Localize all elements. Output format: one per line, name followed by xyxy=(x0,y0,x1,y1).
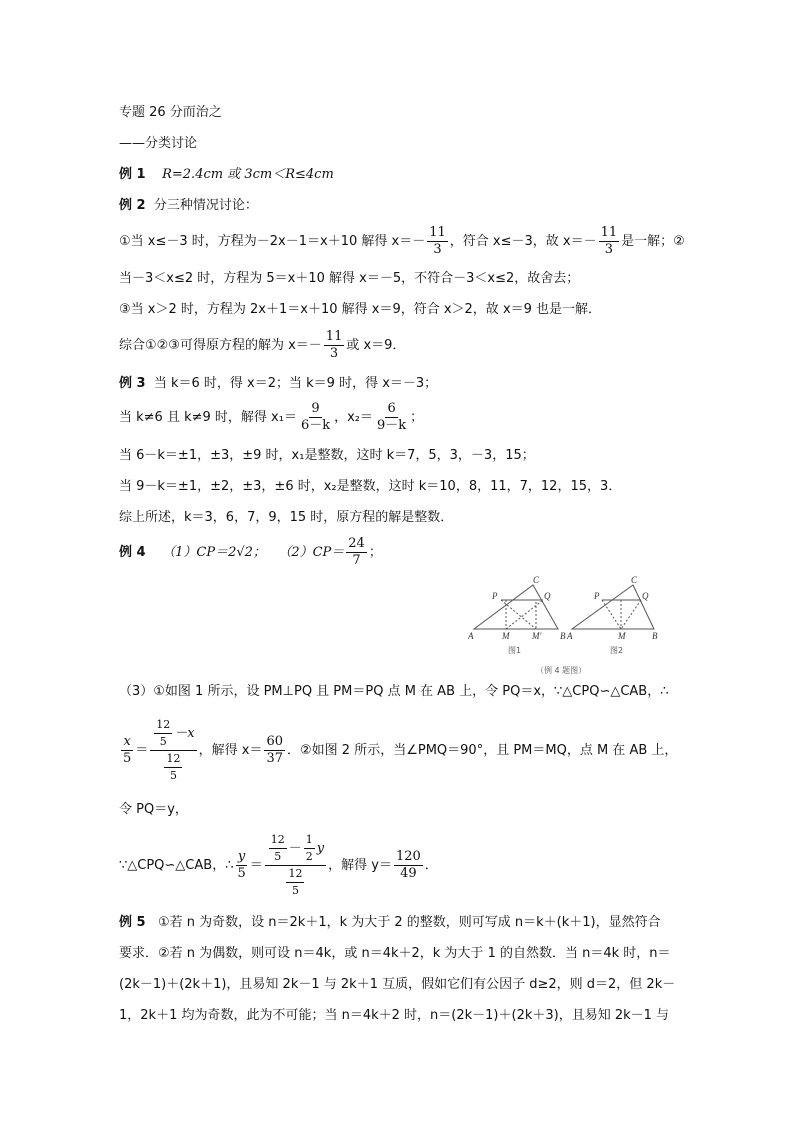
fraction xyxy=(375,401,408,434)
segment-pm-2 xyxy=(602,600,621,629)
fraction xyxy=(324,329,345,362)
ex4-part-1: （1）CP＝2√2； xyxy=(162,545,266,560)
ex1-label: 例 1 xyxy=(119,167,146,182)
denominator: 37 xyxy=(266,751,284,766)
ex1-answer: R=2.4cm 或 3cm＜R≤4cm xyxy=(162,167,334,182)
ex2-text: ，符合 x≤－3，故 x＝－ xyxy=(449,234,597,249)
denominator xyxy=(160,751,186,784)
numerator: 11 xyxy=(429,225,446,240)
label-a-2: A xyxy=(567,631,573,641)
label-m-1: M xyxy=(502,631,510,641)
numerator: 9 xyxy=(311,401,320,416)
variable-y: y xyxy=(316,841,325,856)
label-a-1: A xyxy=(468,631,474,641)
denominator: 5 xyxy=(123,751,132,766)
ex2-line-1 xyxy=(119,222,685,262)
denominator: 3 xyxy=(604,242,613,257)
denominator: 5 xyxy=(169,769,177,782)
ex5-line-4: 1，2k＋1 均为奇数，此为不可能；当 n＝4k＋2 时，n＝(2k－1)＋(2k＋3)，且易知 2k－1 与 xyxy=(119,1008,670,1023)
label-c-1: C xyxy=(533,575,540,585)
numerator: 60 xyxy=(266,734,284,749)
example-3-header xyxy=(119,375,437,393)
fraction xyxy=(235,849,247,882)
denominator: 6－k xyxy=(300,418,331,433)
ex4-text: ∵△CPQ∽△CAB，∴ xyxy=(119,858,234,873)
numerator: 11 xyxy=(325,329,343,344)
ex5-label: 例 5 xyxy=(119,915,146,930)
diagonal-2 xyxy=(506,600,543,629)
ex4-text: ．②如图 2 所示，当∠PMQ＝90°，且 PM＝MQ，点 M 在 AB 上， xyxy=(287,743,678,758)
example-4-figure xyxy=(468,573,668,681)
page-subtitle: ——分类讨论 xyxy=(119,136,198,151)
denominator: 9－k xyxy=(377,418,407,433)
fraction xyxy=(121,734,133,767)
label-b-1: B xyxy=(560,631,566,641)
numerator xyxy=(150,717,196,751)
numerator: 12 xyxy=(164,751,182,768)
ex2-label: 例 2 xyxy=(119,198,146,213)
denominator: 3 xyxy=(329,346,339,361)
denominator: 5 xyxy=(237,866,246,881)
example-4-header xyxy=(119,533,382,573)
numerator: 1 xyxy=(304,832,315,849)
numerator: 120 xyxy=(395,849,421,864)
fig-1-caption: 图1 xyxy=(508,646,522,655)
denominator: 3 xyxy=(433,242,442,257)
label-q-2: Q xyxy=(642,591,649,601)
ex4-line-2: $\frac{x}{5}$ ＝ $\frac{12}{5}$ －x $\frac{12}{5}$ ，解得 x＝ $\frac{60}{37}$ ．②如图 2 所示，当∠PMQ＝90°，且 PM＝MQ，点 M 在 AB 上， xyxy=(123,718,678,782)
example-2-header xyxy=(119,197,258,215)
numerator: x xyxy=(123,734,131,749)
ex3-line-4: 当 9－k＝±1，±2，±3，±6 时，x₂是整数，这时 k＝10，8，11，7，12，15，3． xyxy=(119,479,622,494)
label-m-prime-1: M′ xyxy=(532,631,542,641)
denominator: 5 xyxy=(291,884,299,897)
ex4-line-1: （3）①如图 1 所示，设 PM⊥PQ 且 PM＝PQ 点 M 在 AB 上，令 PQ＝x，∵△CPQ∽△CAB，∴ xyxy=(119,684,669,699)
denominator: 5 xyxy=(159,735,167,748)
example-5-header xyxy=(119,914,661,932)
ex4-text: ； xyxy=(368,545,382,560)
label-p-1: P xyxy=(492,591,498,601)
numerator: y xyxy=(237,849,246,864)
fraction xyxy=(394,849,423,882)
square-1 xyxy=(506,600,536,629)
fraction xyxy=(427,225,448,258)
fraction xyxy=(264,734,285,767)
denominator: 49 xyxy=(400,866,417,881)
numerator: 24 xyxy=(348,536,365,551)
ex3-text: ，x₂＝ xyxy=(334,410,374,425)
ex2-text: 综合①②③可得原方程的解为 x＝－ xyxy=(119,338,322,353)
ex3-line-3: 当 6－k＝±1，±3，±9 时，x₁是整数，这时 k＝7，5，3，－3，15； xyxy=(119,448,535,463)
label-b-2: B xyxy=(652,631,658,641)
compound-fraction xyxy=(150,717,196,784)
ex3-label: 例 3 xyxy=(119,376,146,391)
denominator xyxy=(282,866,308,899)
denominator: 2 xyxy=(305,850,313,863)
label-p-2: P xyxy=(594,591,600,601)
fraction xyxy=(269,832,287,865)
ex4-line-3: 令 PQ＝y， xyxy=(119,802,188,817)
ex4-part-2: （2）CP＝ xyxy=(278,545,345,560)
label-m-2: M xyxy=(618,631,626,641)
numerator: 12 xyxy=(154,717,172,734)
fraction xyxy=(346,536,367,569)
ex4-line-4: ∵△CPQ∽△CAB，∴ $\frac{y}{5}$ ＝ $\frac{12}{5}$ － $\frac{1}{2}$ y $\frac{12}{5}$ ，解得 y＝ $\frac{120}{49}$ ． xyxy=(119,833,438,897)
page-title: 专题 26 分而治之 xyxy=(119,105,222,120)
numerator: 12 xyxy=(269,832,287,849)
ex3-line-1: 当 k＝6 时，得 x＝2；当 k＝9 时，得 x＝－3； xyxy=(153,376,438,391)
fraction xyxy=(286,866,304,899)
denominator: 7 xyxy=(352,553,361,568)
ex3-text: 当 k≠6 且 k≠9 时，解得 x₁＝ xyxy=(119,410,297,425)
ex5-line-2: 要求．②若 n 为偶数，则可设 n＝4k，或 n＝4k＋2，k 为大于 1 的自然数．当 n＝4k 时，n＝ xyxy=(119,946,671,961)
fraction xyxy=(164,751,182,784)
fraction xyxy=(154,717,172,750)
ex2-line-4 xyxy=(119,326,405,366)
ex2-text: 是一解；② xyxy=(621,234,685,249)
fraction xyxy=(299,401,332,434)
numerator: 12 xyxy=(286,866,304,883)
label-q-1: Q xyxy=(544,591,551,601)
numerator xyxy=(265,832,326,866)
fraction xyxy=(599,225,620,258)
compound-fraction xyxy=(265,832,326,899)
numerator: 11 xyxy=(600,225,618,240)
ex2-intro: 分三种情况讨论： xyxy=(153,198,258,213)
ex2-text: 或 x＝9． xyxy=(346,338,406,353)
fraction xyxy=(304,832,315,865)
denominator: 5 xyxy=(274,850,282,863)
ex3-text: ； xyxy=(410,410,424,425)
ex4-text: ，解得 x＝ xyxy=(198,743,263,758)
label-c-2: C xyxy=(631,575,638,585)
ex3-line-5: 综上所述，k＝3，6，7，9，15 时，原方程的解是整数． xyxy=(119,510,454,525)
example-1 xyxy=(119,166,334,184)
ex4-label: 例 4 xyxy=(119,545,146,560)
ex5-line-3: (2k－1)＋(2k＋1)，且易知 2k－1 与 2k＋1 互质，假如它们有公因子 d≥2，则 d＝2，但 2k－ xyxy=(119,977,676,992)
ex2-text: ①当 x≤－3 时，方程为－2x－1＝x＋10 解得 x＝－ xyxy=(119,234,426,249)
ex4-text: ，解得 y＝ xyxy=(328,858,392,873)
ex3-line-2 xyxy=(119,398,423,438)
fig-2-caption: 图2 xyxy=(610,646,624,655)
segment-qm-2 xyxy=(621,600,641,629)
ex4-text: ． xyxy=(424,858,438,873)
ex2-line-3: ③当 x＞2 时，方程为 2x＋1＝x＋10 解得 x＝9，符合 x＞2，故 x＝9 也是一解． xyxy=(119,302,602,317)
minus: － xyxy=(288,841,302,856)
numerator: 6 xyxy=(387,401,396,416)
minus-x: －x xyxy=(174,726,195,741)
ex5-line-1: ①若 n 为奇数，设 n＝2k＋1，k 为大于 2 的整数，则可写成 n＝k＋(k＋1)，显然符合 xyxy=(157,915,661,930)
figure-caption: （例 4 题图） xyxy=(536,666,587,675)
ex2-line-2: 当－3＜x≤2 时，方程为 5＝x＋10 解得 x＝－5，不符合－3＜x≤2，故舍去； xyxy=(119,271,580,286)
